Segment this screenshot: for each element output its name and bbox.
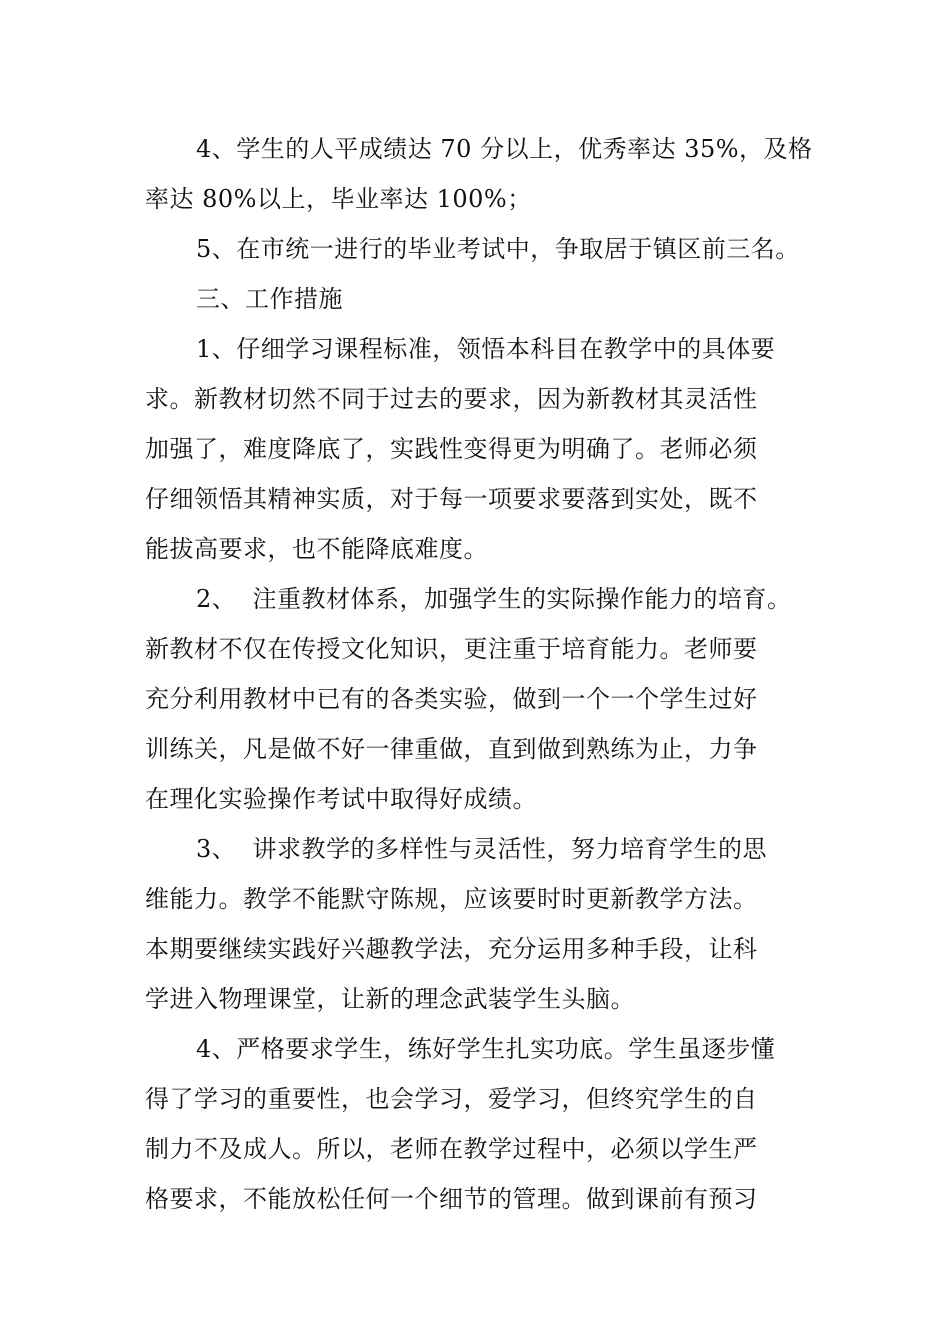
text-line: 在理化实验操作考试中取得好成绩。 [145, 785, 537, 813]
section-heading: 三、工作措施 [196, 285, 343, 313]
text-line: 能拔高要求，也不能降底难度。 [145, 535, 488, 563]
text-line: 新教材不仅在传授文化知识，更注重于培育能力。老师要 [145, 635, 758, 663]
text-line: 5、在市统一进行的毕业考试中，争取居于镇区前三名。 [196, 235, 800, 263]
text-line: 学进入物理课堂，让新的理念武装学生头脑。 [145, 985, 635, 1013]
text-line: 4、严格要求学生，练好学生扎实功底。学生虽逐步懂 [196, 1035, 776, 1063]
text-line: 仔细领悟其精神实质，对于每一项要求要落到实处，既不 [145, 485, 758, 513]
text-line: 加强了，难度降底了，实践性变得更为明确了。老师必须 [145, 435, 758, 463]
text-line: 充分利用教材中已有的各类实验，做到一个一个学生过好 [145, 685, 758, 713]
text-line: 2、 注重教材体系，加强学生的实际操作能力的培育。 [196, 585, 792, 613]
text-line: 格要求，不能放松任何一个细节的管理。做到课前有预习 [145, 1185, 758, 1213]
text-line: 求。新教材切然不同于过去的要求，因为新教材其灵活性 [145, 385, 758, 413]
text-line: 3、 讲求教学的多样性与灵活性，努力培育学生的思 [196, 835, 768, 863]
text-line: 1、仔细学习课程标准，领悟本科目在教学中的具体要 [196, 335, 776, 363]
text-line: 4、学生的人平成绩达 70 分以上，优秀率达 35%，及格 [196, 135, 813, 163]
text-line: 训练关，凡是做不好一律重做，直到做到熟练为止，力争 [145, 735, 758, 763]
text-line: 维能力。教学不能默守陈规，应该要时时更新教学方法。 [145, 885, 758, 913]
text-line: 得了学习的重要性，也会学习，爱学习，但终究学生的自 [145, 1085, 758, 1113]
text-line: 本期要继续实践好兴趣教学法，充分运用多种手段，让科 [145, 935, 758, 963]
text-line: 率达 80%以上，毕业率达 100%； [145, 185, 532, 213]
text-line: 制力不及成人。所以，老师在教学过程中，必须以学生严 [145, 1135, 758, 1163]
